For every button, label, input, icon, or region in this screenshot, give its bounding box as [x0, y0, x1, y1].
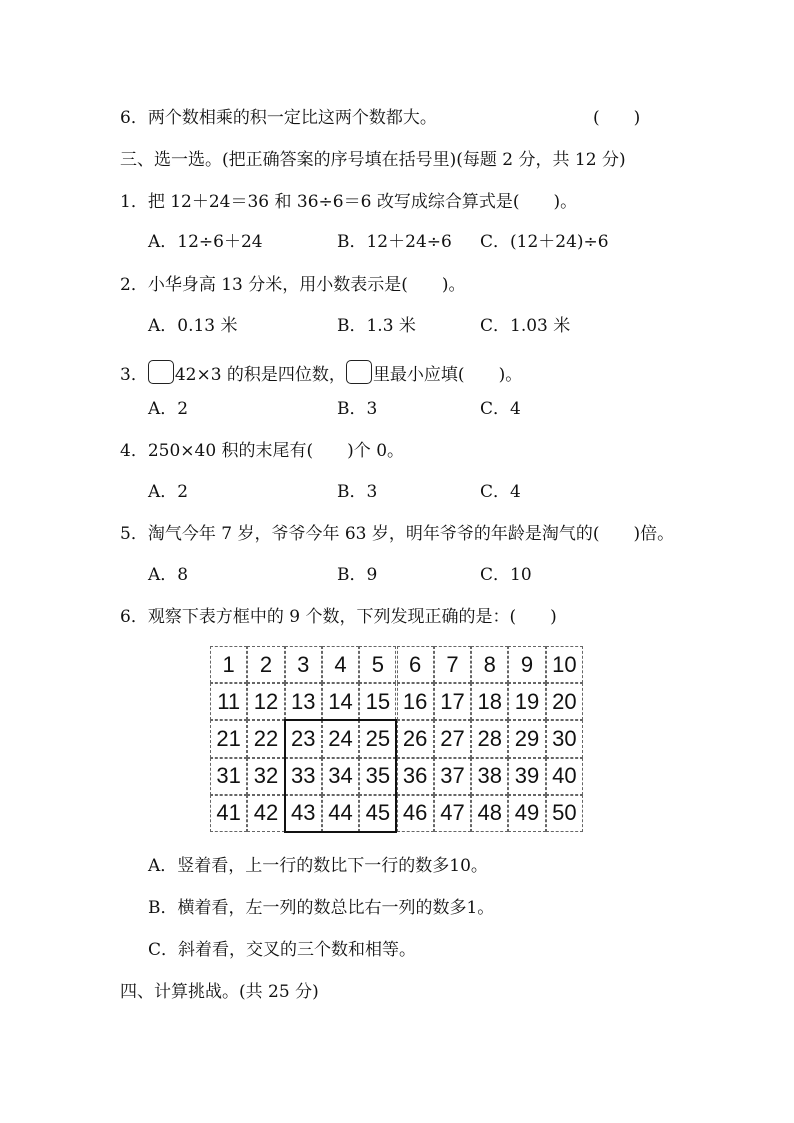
prev-question-6	[120, 108, 437, 128]
question-6-option-b[interactable]: B．横着看，左一列的数总比右一列的数多1。	[148, 898, 495, 918]
grid-cell: 44	[322, 795, 359, 832]
question-4-stem: 4．250×40 积的末尾有( )个 0。	[120, 441, 405, 461]
grid-cell: 8	[471, 646, 508, 683]
grid-cell: 32	[247, 758, 284, 795]
question-6-option-a[interactable]: A．竖着看，上一行的数比下一行的数多10。	[148, 856, 488, 876]
question-1-option-c[interactable]: C．(12＋24)÷6	[480, 232, 609, 252]
grid-cell: 50	[546, 795, 583, 832]
question-1-option-a[interactable]: A．12÷6＋24	[148, 232, 263, 252]
question-3-option-c[interactable]: C．4	[480, 399, 521, 419]
grid-cell: 17	[434, 683, 471, 720]
grid-cell: 34	[322, 758, 359, 795]
question-2-option-a[interactable]: A．0.13 米	[148, 316, 238, 336]
highlight-frame	[284, 719, 398, 833]
grid-cell: 9	[508, 646, 545, 683]
blank-box-icon	[148, 360, 174, 384]
grid-cell: 47	[434, 795, 471, 832]
grid-cell: 36	[397, 758, 434, 795]
grid-cell: 7	[434, 646, 471, 683]
grid-cell: 40	[546, 758, 583, 795]
grid-cell: 5	[359, 646, 396, 683]
grid-cell: 45	[359, 795, 396, 832]
question-3-option-a[interactable]: A．2	[148, 399, 189, 419]
question-6-option-c[interactable]: C．斜着看，交叉的三个数和相等。	[148, 940, 417, 960]
question-4-option-b[interactable]: B．3	[337, 482, 378, 502]
question-4-option-a[interactable]: A．2	[148, 482, 189, 502]
grid-cell: 10	[546, 646, 583, 683]
question-3-stem	[120, 360, 522, 385]
section-3-title: 三、选一选。(把正确答案的序号填在括号里)(每题 2 分，共 12 分)	[120, 150, 626, 170]
grid-cell: 26	[397, 720, 434, 757]
question-1-stem: 1．把 12＋24＝36 和 36÷6＝6 改写成综合算式是( )。	[120, 192, 578, 212]
grid-cell: 16	[397, 683, 434, 720]
grid-cell: 19	[508, 683, 545, 720]
question-4-option-c[interactable]: C．4	[480, 482, 521, 502]
answer-bracket[interactable]: ( )	[593, 108, 641, 128]
blank-box-icon	[346, 360, 372, 384]
question-2-option-c[interactable]: C．1.03 米	[480, 316, 571, 336]
grid-cell: 6	[397, 646, 434, 683]
grid-cell: 46	[397, 795, 434, 832]
grid-cell: 3	[285, 646, 322, 683]
grid-cell: 28	[471, 720, 508, 757]
grid-cell: 14	[322, 683, 359, 720]
section-4-title: 四、计算挑战。(共 25 分)	[120, 982, 319, 1002]
question-5-option-b[interactable]: B．9	[337, 565, 378, 585]
grid-cell: 23	[285, 720, 322, 757]
question-2-option-b[interactable]: B．1.3 米	[337, 316, 416, 336]
question-3-part-c: 里最小应填( )。	[372, 365, 523, 385]
question-5-stem: 5．淘气今年 7 岁，爷爷今年 63 岁，明年爷爷的年龄是淘气的( )倍。	[120, 524, 675, 544]
question-5-option-c[interactable]: C．10	[480, 565, 532, 585]
grid-cell: 15	[359, 683, 396, 720]
grid-cell: 21	[210, 720, 247, 757]
question-5-option-a[interactable]: A．8	[148, 565, 189, 585]
prev-question-6-text: 6．两个数相乘的积一定比这两个数都大。	[120, 108, 437, 128]
grid-cell: 13	[285, 683, 322, 720]
grid-cell: 43	[285, 795, 322, 832]
grid-cell: 24	[322, 720, 359, 757]
grid-cell: 27	[434, 720, 471, 757]
question-3-option-b[interactable]: B．3	[337, 399, 378, 419]
grid-cell: 48	[471, 795, 508, 832]
grid-cell: 18	[471, 683, 508, 720]
grid-cell: 33	[285, 758, 322, 795]
grid-cell: 41	[210, 795, 247, 832]
grid-cell: 2	[247, 646, 284, 683]
number-grid	[210, 646, 583, 832]
grid-cell: 31	[210, 758, 247, 795]
grid-cell: 49	[508, 795, 545, 832]
grid-cell: 42	[247, 795, 284, 832]
grid-cell: 29	[508, 720, 545, 757]
grid-cell: 1	[210, 646, 247, 683]
grid-cell: 30	[546, 720, 583, 757]
grid-cell: 39	[508, 758, 545, 795]
grid-cell: 12	[247, 683, 284, 720]
question-3-part-b: 42×3 的积是四位数，	[174, 365, 346, 385]
grid-cell: 11	[210, 683, 247, 720]
question-1-option-b[interactable]: B．12＋24÷6	[337, 232, 452, 252]
grid-cell: 22	[247, 720, 284, 757]
question-6-stem: 6．观察下表方框中的 9 个数，下列发现正确的是：( )	[120, 607, 557, 627]
grid-cell: 20	[546, 683, 583, 720]
question-3-number: 3．	[120, 365, 148, 385]
grid-cell: 37	[434, 758, 471, 795]
grid-cell: 35	[359, 758, 396, 795]
grid-cell: 4	[322, 646, 359, 683]
question-2-stem: 2．小华身高 13 分米，用小数表示是( )。	[120, 275, 466, 295]
grid-cell: 25	[359, 720, 396, 757]
grid-cell: 38	[471, 758, 508, 795]
